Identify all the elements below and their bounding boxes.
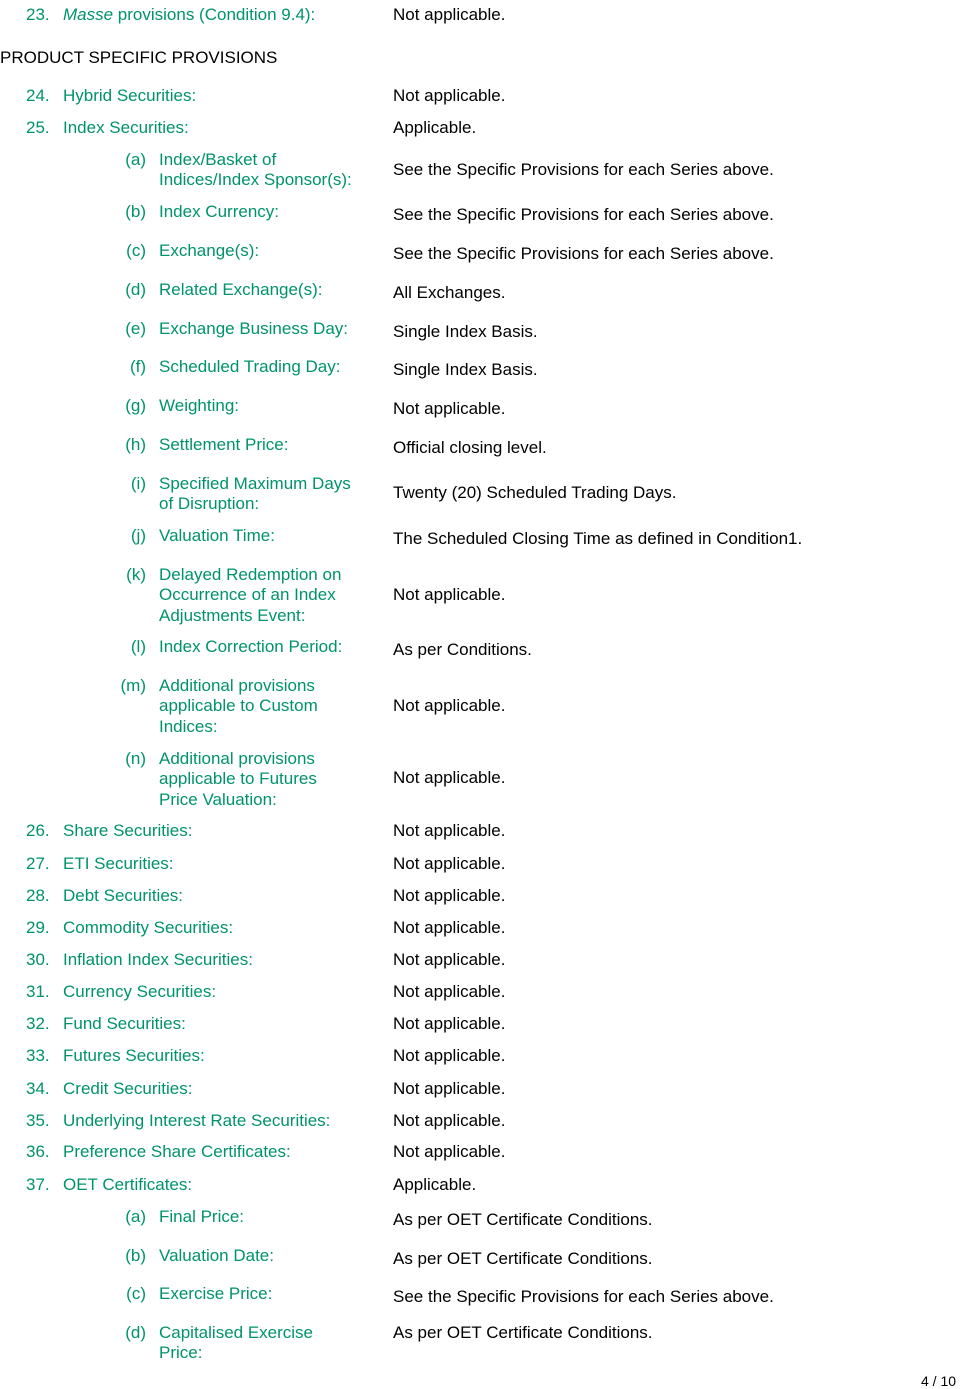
provision-label: Preference Share Certificates: <box>63 1142 291 1161</box>
provision-value: Not applicable. <box>393 1046 506 1065</box>
sub-provision-letter: (c) <box>126 241 146 260</box>
section-heading: PRODUCT SPECIFIC PROVISIONS <box>0 48 278 67</box>
provision-value: Not applicable. <box>393 1142 506 1161</box>
sub-provision-label: Related Exchange(s): <box>159 280 323 299</box>
label-emphasis: Masse <box>63 5 114 24</box>
sub-provision-value: Not applicable. <box>393 696 506 715</box>
provision-number: 31. <box>26 982 50 1001</box>
provision-value: Not applicable. <box>393 982 506 1001</box>
page-number: 4 / 10 <box>921 1373 957 1389</box>
label-rest: provisions (Condition 9.4): <box>113 5 316 24</box>
provision-value: Not applicable. <box>393 854 506 873</box>
sub-provision-label: Settlement Price: <box>159 435 289 454</box>
provision-label: Inflation Index Securities: <box>63 950 253 969</box>
sub-provision-value: See the Specific Provisions for each Series above. <box>393 1287 774 1306</box>
provision-label: Debt Securities: <box>63 886 183 905</box>
provision-number: 35. <box>26 1111 50 1130</box>
sub-provision-value: As per OET Certificate Conditions. <box>393 1323 653 1342</box>
provision-number: 27. <box>26 854 50 873</box>
sub-provision-label: Valuation Time: <box>159 526 275 545</box>
sub-provision-label: Scheduled Trading Day: <box>159 357 341 376</box>
sub-provision-letter: (j) <box>130 526 146 545</box>
sub-provision-label: Capitalised Exercise Price: <box>159 1323 314 1363</box>
provision-number: 29. <box>26 918 50 937</box>
provision-value: Applicable. <box>393 118 477 137</box>
provision-value: Not applicable. <box>393 1079 506 1098</box>
sub-provision-value: Official closing level. <box>393 438 547 457</box>
sub-provision-value: See the Specific Provisions for each Series above. <box>393 160 774 179</box>
sub-provision-letter: (b) <box>125 1246 146 1265</box>
sub-provision-letter: (c) <box>126 1284 146 1303</box>
provision-value: Not applicable. <box>393 1111 506 1130</box>
provision-label: Share Securities: <box>63 821 193 840</box>
sub-provision-label: Exercise Price: <box>159 1284 273 1303</box>
sub-provision-value: Single Index Basis. <box>393 322 538 341</box>
sub-provision-label: Final Price: <box>159 1207 245 1226</box>
sub-provision-value: See the Specific Provisions for each Series above. <box>393 205 774 224</box>
sub-provision-value: Twenty (20) Scheduled Trading Days. <box>393 483 677 502</box>
sub-provision-letter: (d) <box>125 280 146 299</box>
sub-provision-value: Not applicable. <box>393 768 506 787</box>
sub-provision-letter: (l) <box>130 637 146 656</box>
provision-value: Not applicable. <box>393 950 506 969</box>
sub-provision-letter: (k) <box>126 565 146 584</box>
sub-provision-letter: (g) <box>125 396 146 415</box>
sub-provision-value: As per Conditions. <box>393 640 532 659</box>
sub-provision-letter: (f) <box>129 357 146 376</box>
sub-provision-label: Index Correction Period: <box>159 637 343 656</box>
sub-provision-letter: (e) <box>125 319 146 338</box>
provision-label: Index Securities: <box>63 118 189 137</box>
sub-provision-value: Not applicable. <box>393 585 506 604</box>
sub-provision-letter: (i) <box>130 474 146 493</box>
sub-provision-label: Exchange Business Day: <box>159 319 348 338</box>
provision-number: 36. <box>26 1142 50 1161</box>
provision-number: 32. <box>26 1014 50 1033</box>
provision-value: Not applicable. <box>393 886 506 905</box>
provision-number: 23. <box>26 5 50 24</box>
provision-number: 37. <box>26 1175 50 1194</box>
provision-label: Futures Securities: <box>63 1046 205 1065</box>
provision-value: Not applicable. <box>393 5 506 24</box>
sub-provision-letter: (a) <box>125 150 146 169</box>
provision-label: Fund Securities: <box>63 1014 186 1033</box>
provision-number: 24. <box>26 86 50 105</box>
sub-provision-letter: (d) <box>125 1323 146 1342</box>
sub-provision-value: The Scheduled Closing Time as defined in Condition1. <box>393 529 803 548</box>
sub-provision-value: All Exchanges. <box>393 283 506 302</box>
sub-provision-label: Specified Maximum Days of Disruption: <box>159 474 351 514</box>
provision-value: Not applicable. <box>393 86 506 105</box>
provision-label: ETI Securities: <box>63 854 174 873</box>
sub-provision-letter: (h) <box>125 435 146 454</box>
provision-label: Credit Securities: <box>63 1079 193 1098</box>
sub-provision-letter: (m) <box>120 676 146 695</box>
provision-value: Not applicable. <box>393 1014 506 1033</box>
sub-provision-letter: (n) <box>125 749 146 768</box>
provision-value: Applicable. <box>393 1175 477 1194</box>
provision-label: OET Certificates: <box>63 1175 193 1194</box>
provision-label: Underlying Interest Rate Securities: <box>63 1111 331 1130</box>
sub-provision-label: Index Currency: <box>159 202 279 221</box>
sub-provision-value: As per OET Certificate Conditions. <box>393 1210 653 1229</box>
provision-value: Not applicable. <box>393 821 506 840</box>
sub-provision-label: Additional provisions applicable to Futures Price Valuation: <box>159 749 317 809</box>
provision-number: 33. <box>26 1046 50 1065</box>
sub-provision-value: Single Index Basis. <box>393 360 538 379</box>
sub-provision-label: Valuation Date: <box>159 1246 274 1265</box>
sub-provision-value: As per OET Certificate Conditions. <box>393 1249 653 1268</box>
sub-provision-letter: (a) <box>125 1207 146 1226</box>
provision-label: Hybrid Securities: <box>63 86 197 105</box>
provision-label: Commodity Securities: <box>63 918 234 937</box>
sub-provision-letter: (b) <box>125 202 146 221</box>
sub-provision-value: See the Specific Provisions for each Series above. <box>393 244 774 263</box>
provision-label: Currency Securities: <box>63 982 217 1001</box>
provision-number: 34. <box>26 1079 50 1098</box>
sub-provision-label: Exchange(s): <box>159 241 260 260</box>
provision-value: Not applicable. <box>393 918 506 937</box>
provision-label <box>63 5 315 25</box>
provision-number: 28. <box>26 886 50 905</box>
sub-provision-label: Additional provisions applicable to Custom Indices: <box>159 676 318 736</box>
sub-provision-label: Delayed Redemption on Occurrence of an Index Adjustments Event: <box>159 565 342 625</box>
provision-number: 26. <box>26 821 50 840</box>
sub-provision-value: Not applicable. <box>393 399 506 418</box>
provision-number: 30. <box>26 950 50 969</box>
sub-provision-label: Index/Basket of Indices/Index Sponsor(s): <box>159 150 352 190</box>
provision-number: 25. <box>26 118 50 137</box>
sub-provision-label: Weighting: <box>159 396 240 415</box>
